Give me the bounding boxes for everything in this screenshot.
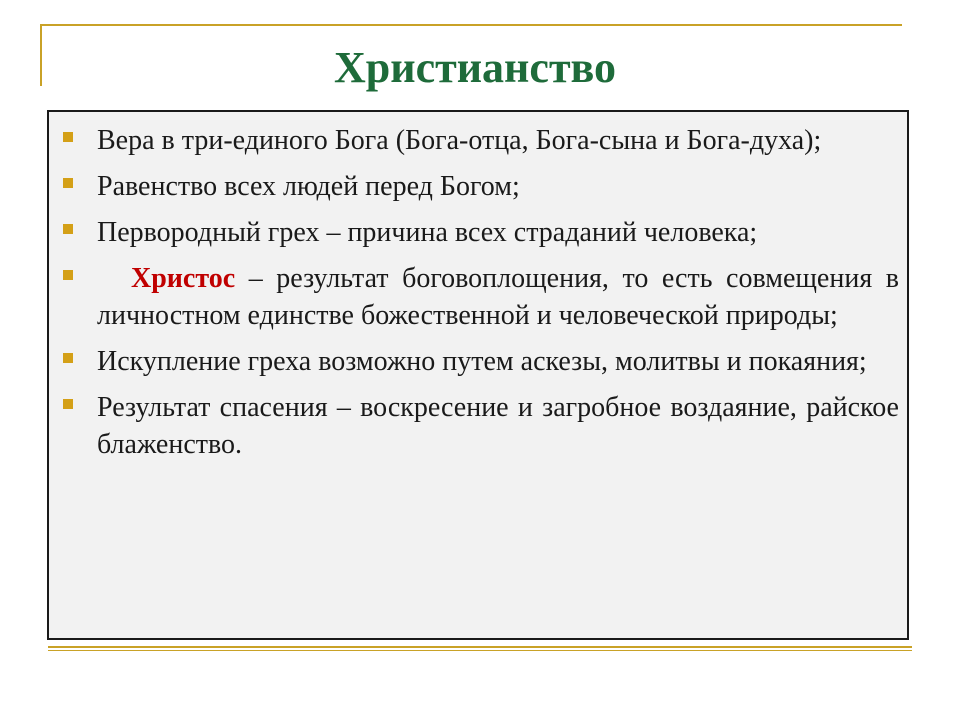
square-bullet-icon	[63, 270, 73, 280]
content-box	[47, 110, 909, 640]
square-bullet-icon	[63, 399, 73, 409]
bullet-item	[49, 168, 899, 205]
bullet-text: Вера в три-единого Бога (Бога-отца, Бога-сына и Бога-духа);	[97, 125, 822, 156]
bullet-item	[49, 343, 899, 380]
bullet-item	[49, 214, 899, 251]
square-bullet-icon	[63, 132, 73, 142]
bullet-text: Искупление греха возможно путем аскезы, молитвы и покаяния;	[97, 346, 867, 377]
bullet-text: Равенство всех людей перед Богом;	[97, 171, 520, 202]
square-bullet-icon	[63, 178, 73, 188]
bullet-text: Результат спасения – воскресение и загробное воздаяние, райское блаженство.	[97, 392, 899, 460]
bullet-item	[49, 260, 899, 334]
highlight-term: Христос	[131, 263, 236, 294]
bullet-item	[49, 389, 899, 463]
bullet-text: Первородный грех – причина всех страданий человека;	[97, 217, 758, 248]
square-bullet-icon	[63, 224, 73, 234]
bullet-item	[49, 122, 899, 159]
bullet-text: – результат боговоплощения, то есть совмещения в личностном единстве божественной и человеческой природы;	[97, 263, 899, 331]
bullet-list	[49, 112, 907, 463]
frame-top-line	[40, 24, 902, 26]
frame-bottom-line-thin	[48, 650, 912, 651]
slide-title: Христианство	[333, 43, 617, 92]
square-bullet-icon	[63, 353, 73, 363]
frame-bottom-line	[48, 646, 912, 648]
